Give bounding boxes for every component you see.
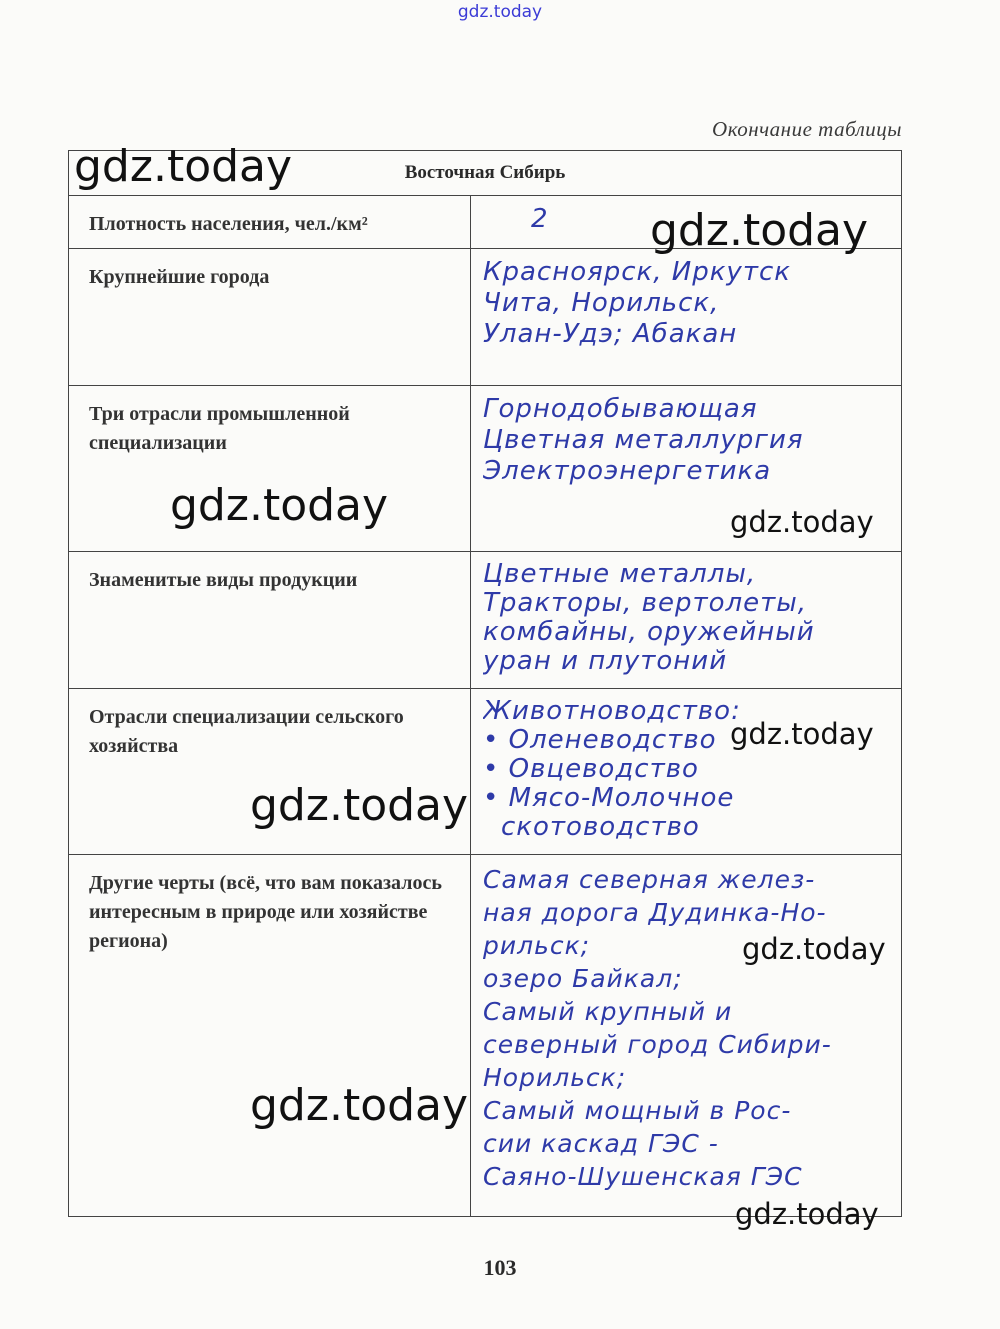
answer-line: Чита, Норильск, — [483, 288, 720, 318]
answer-line: Электроэнергетика — [483, 456, 772, 486]
answer-line: Красноярск, Иркутск — [483, 257, 791, 287]
answer-line: • Оленеводство — [483, 726, 717, 755]
answer-line: Норильск; — [483, 1063, 627, 1092]
row-label: Отрасли специализации сельского хозяйства — [69, 689, 471, 855]
answer-line: скотоводство — [501, 813, 700, 842]
answer-line: Животноводство: — [483, 697, 741, 726]
table-header: Восточная Сибирь — [69, 151, 902, 196]
table-row — [69, 249, 902, 386]
answer-line: Самый мощный в Рос- — [483, 1096, 792, 1125]
watermark: gdz.today — [735, 1197, 879, 1231]
watermark: gdz.today — [250, 1080, 469, 1131]
row-label: Плотность населения, чел./км² — [69, 196, 471, 249]
watermark: gdz.today — [74, 141, 293, 192]
row-answer — [471, 855, 902, 1217]
answer-line: Горнодобывающая — [483, 394, 758, 424]
watermark: gdz.today — [730, 717, 874, 751]
row-answer — [471, 552, 902, 689]
answer-line: рильск; — [483, 931, 591, 960]
row-answer — [471, 249, 902, 386]
table-continuation-note: Окончание таблицы — [712, 117, 902, 141]
answer-line: Тракторы, вертолеты, — [483, 589, 808, 618]
row-label: Знаменитые виды продукции — [69, 552, 471, 689]
answer-line: Самая северная желез- — [483, 865, 816, 894]
watermark: gdz.today — [250, 780, 469, 831]
answer-line: • Овцеводство — [483, 755, 699, 784]
answer-line: уран и плутоний — [483, 647, 728, 676]
answer-line: Цветная металлургия — [483, 425, 804, 455]
table-row — [69, 855, 902, 1217]
watermark: gdz.today — [650, 205, 869, 256]
watermark: gdz.today — [170, 480, 389, 531]
row-answer — [471, 689, 902, 855]
watermark: gdz.today — [730, 505, 874, 539]
region-table — [68, 150, 902, 1217]
row-label: Крупнейшие города — [69, 249, 471, 386]
answer-line: ная дорога Дудинка-Но- — [483, 898, 827, 927]
watermark: gdz.today — [742, 932, 886, 966]
answer-line: озеро Байкал; — [483, 964, 683, 993]
answer-line: комбайны, оружейный — [483, 618, 815, 647]
answer-line: Самый крупный и — [483, 997, 733, 1026]
table-row — [69, 689, 902, 855]
answer-line: северный город Сибири- — [483, 1030, 832, 1059]
row-label: Другие черты (всё, что вам показалось интересным в природе или хозяйстве региона) — [69, 855, 471, 1217]
answer-line: • Мясо-Молочное — [483, 784, 735, 813]
table-row — [69, 552, 902, 689]
row-label: Три отрасли промышленной специализации — [69, 386, 471, 552]
answer-line: Цветные металлы, — [483, 560, 757, 589]
answer-line: Улан-Удэ; Абакан — [483, 319, 738, 349]
answer-line: Саяно-Шушенская ГЭС — [483, 1162, 803, 1191]
page-number: 103 — [483, 1255, 517, 1280]
top-watermark: gdz.today — [457, 2, 543, 22]
answer-line: 2 — [531, 204, 549, 234]
answer-line: сии каскад ГЭС - — [483, 1129, 719, 1158]
